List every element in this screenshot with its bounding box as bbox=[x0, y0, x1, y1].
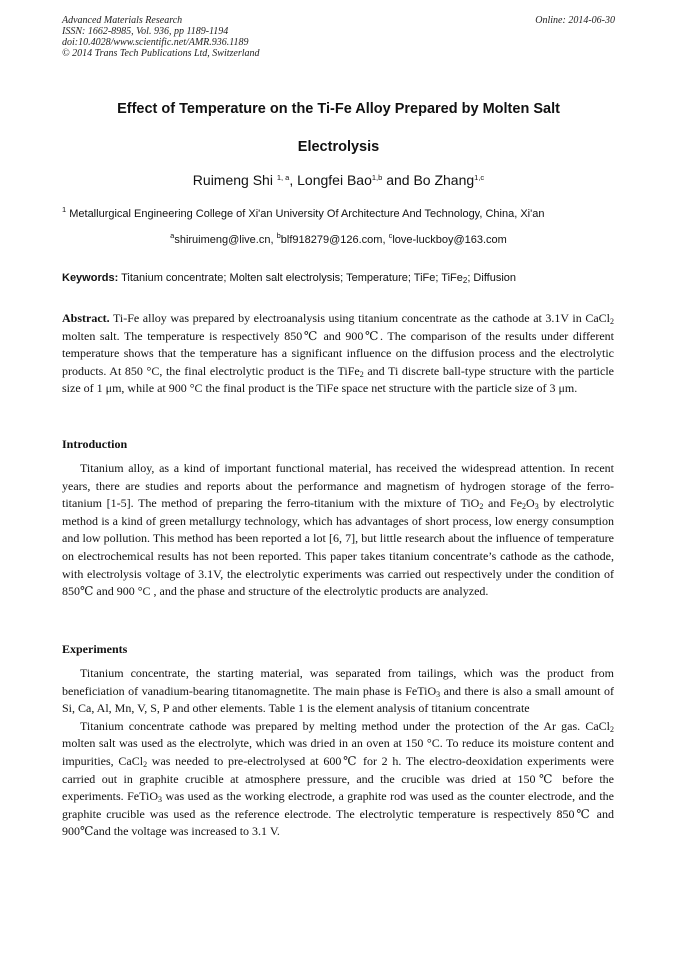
paper-title bbox=[62, 90, 615, 166]
keywords-text: ; Diffusion bbox=[467, 272, 517, 284]
paragraph-text: Titanium alloy, as a kind of important functional material, has received the widespread attention. In recent years, there are studies and reports about the performance and magnetism of hydrogen storage of the ferro-titanium [1-5]. The method of preparing the ferro-titanium with the mixture of TiO bbox=[62, 461, 614, 511]
subscript: 2 bbox=[610, 724, 614, 734]
author-separator: , bbox=[289, 172, 298, 188]
keywords bbox=[62, 272, 618, 284]
affiliation bbox=[62, 205, 618, 220]
subscript: 2 bbox=[462, 276, 468, 285]
subscript: 2 bbox=[143, 759, 148, 769]
abstract-text: and Ti discrete ball-type structure with the particle size of 1 μm, while at 900 °C the final product is the TiFe space net structure with the particle size of 3 μm. bbox=[62, 363, 614, 396]
affiliation-number: 1 bbox=[62, 205, 67, 214]
email-marker: a bbox=[170, 231, 175, 240]
email-link[interactable]: shiruimeng@live.cn bbox=[174, 234, 271, 246]
abstract-text: molten salt. The temperature is respectively 850℃ and 900℃. The comparison of the results under different temperature shows that the temperature has a significant influence on the diffusion process and the electrolytic products. At 850 °C, the final electrolytic product is the TiFe bbox=[62, 328, 614, 378]
email-separator: , bbox=[270, 234, 277, 246]
introduction-body bbox=[62, 460, 614, 601]
subscript: 3 bbox=[158, 795, 163, 805]
subscript: 2 bbox=[479, 502, 484, 512]
subscript: 2 bbox=[359, 369, 364, 379]
email-marker: b bbox=[276, 231, 281, 240]
keywords-label: Keywords: bbox=[62, 272, 119, 284]
author-name: Bo Zhang bbox=[413, 172, 475, 188]
author-affil-marker: 1,c bbox=[474, 173, 485, 182]
online-date: Online: 2014-06-30 bbox=[535, 15, 615, 26]
abstract-label: Abstract. bbox=[62, 311, 110, 325]
paragraph-text: and there is also a small amount of Si, Ca, Al, Mn, V, S, P and other elements. Table 1 is the element analysis of titanium concentrate bbox=[62, 683, 614, 716]
title-line-2: Electrolysis bbox=[297, 139, 380, 155]
subscript: 2 bbox=[522, 502, 527, 512]
keywords-text: Titanium concentrate; Molten salt electrolysis; Temperature; TiFe; TiFe bbox=[118, 272, 463, 284]
abstract bbox=[62, 310, 614, 398]
paragraph-text: Titanium concentrate, the starting material, was separated from tailings, which was the product from beneficiation of vanadium-bearing titanomagnetite. The main phase is FeTiO bbox=[62, 666, 614, 698]
title-line-1: Effect of Temperature on the Ti-Fe Alloy Prepared by Molten Salt bbox=[117, 101, 560, 117]
paragraph-text: Titanium concentrate cathode was prepared by melting method under the protection of the Ar gas. CaCl bbox=[80, 718, 610, 733]
paragraph-text: was used as the working electrode, a graphite rod was used as the counter electrode, and the graphite crucible was used as the reference electrode. The electrolytic temperature is respectively 850℃ and 900℃and the voltage was increased to 3.1 V. bbox=[62, 789, 614, 839]
journal-copyright: © 2014 Trans Tech Publications Ltd, Switzerland bbox=[62, 48, 260, 59]
paragraph-text: was needed to pre-electrolysed at 600℃ for 2 h. The electro-deoxidation experiments were carried out in graphite crucible at atmosphere pressure, and the crucible was dried at 150℃ before the experiments. FeTiO bbox=[62, 753, 614, 804]
email-link[interactable]: love-luckboy@163.com bbox=[392, 234, 507, 246]
journal-header bbox=[62, 15, 260, 59]
experiments-body bbox=[62, 665, 614, 841]
author-separator: and bbox=[382, 172, 414, 188]
author-affil-marker: 1, a bbox=[276, 173, 290, 182]
subscript: 3 bbox=[436, 689, 441, 699]
journal-doi: doi:10.4028/www.scientific.net/AMR.936.1189 bbox=[62, 37, 249, 48]
paragraph-text: and Fe bbox=[483, 496, 523, 511]
author-name: Ruimeng Shi bbox=[192, 172, 273, 188]
affiliation-text: Metallurgical Engineering College of Xi'an University Of Architecture And Technology, China, Xi'an bbox=[66, 208, 545, 220]
email-link[interactable]: blf918279@126.com bbox=[280, 234, 383, 246]
journal-name: Advanced Materials Research bbox=[62, 15, 183, 26]
email-marker: c bbox=[388, 231, 393, 240]
email-separator: , bbox=[382, 234, 389, 246]
author-affil-marker: 1,b bbox=[371, 173, 383, 182]
section-heading-introduction: Introduction bbox=[62, 437, 128, 451]
author-emails bbox=[62, 231, 615, 246]
section-heading-experiments: Experiments bbox=[62, 642, 128, 656]
subscript: 2 bbox=[610, 317, 614, 326]
paragraph-text: molten salt was used as the electrolyte, which was dried in an oven at 150 °C. To reduce its moisture content and impurities, CaCl bbox=[62, 736, 614, 768]
paragraph-text: O bbox=[526, 496, 535, 511]
subscript: 3 bbox=[534, 502, 539, 512]
abstract-text: Ti-Fe alloy was prepared by electroanalysis using titanium concentrate as the cathode at 3.1V in CaCl bbox=[109, 311, 610, 325]
author-list bbox=[62, 172, 615, 188]
journal-issn: ISSN: 1662-8985, Vol. 936, pp 1189-1194 bbox=[62, 26, 229, 37]
author-name: Longfei Bao bbox=[297, 172, 372, 188]
paragraph-text: by electrolytic method is a kind of green metallurgy technology, which has advantages of short process, low energy consumption and low pollution. This method has been reported a lot [6, 7], but little research about the influence of temperature on electrochemical results has not been reported. This paper takes titanium concentrate’s cathode as the cathode, with electrolysis voltage of 3.1V, the electrolytic experiments was carried out respectively under the condition of 850℃ and 900 °C , and the phase and structure of the electrolytic products are analyzed. bbox=[62, 496, 614, 599]
